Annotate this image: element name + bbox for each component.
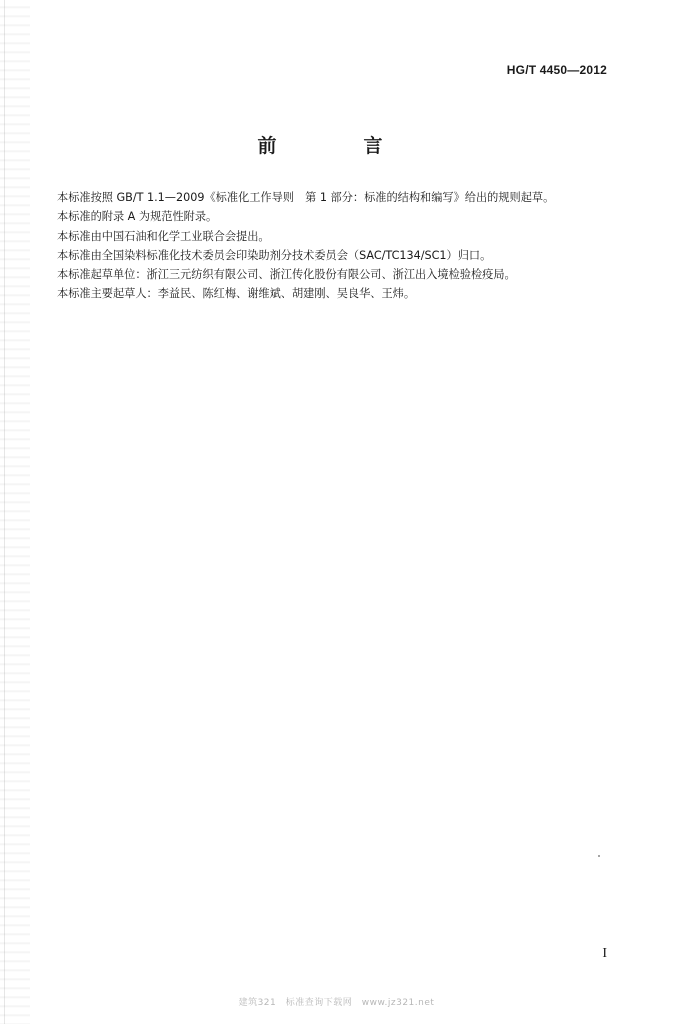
foreword-paragraph: 本标准按照 GB/T 1.1—2009《标准化工作导则 第 1 部分：标准的结构和编写》给出的规则起草。	[57, 191, 555, 204]
foreword-body	[57, 188, 617, 304]
foreword-paragraph: 本标准主要起草人：李益民、陈红梅、谢维斌、胡建刚、吴良华、王炜。	[57, 287, 416, 301]
foreword-paragraph: 本标准由全国染料标准化技术委员会印染助剂分技术委员会（SAC/TC134/SC1）归口。	[57, 248, 492, 262]
page-title: 前 言	[257, 135, 417, 157]
standard-code: HG/T 4450—2012	[506, 63, 607, 77]
foreword-paragraph: 本标准起草单位：浙江三元纺织有限公司、浙江传化股份有限公司、浙江出入境检验检疫局。	[57, 268, 516, 282]
foreword-paragraph: 本标准的附录 A 为规范性附录。	[57, 210, 218, 224]
watermark: 建筑321 标准查询下载网 www.jz321.net	[238, 998, 435, 1008]
foreword-paragraph: 本标准由中国石油和化学工业联合会提出。	[57, 229, 270, 243]
page-number: I	[602, 946, 607, 961]
scan-speck	[598, 855, 600, 857]
